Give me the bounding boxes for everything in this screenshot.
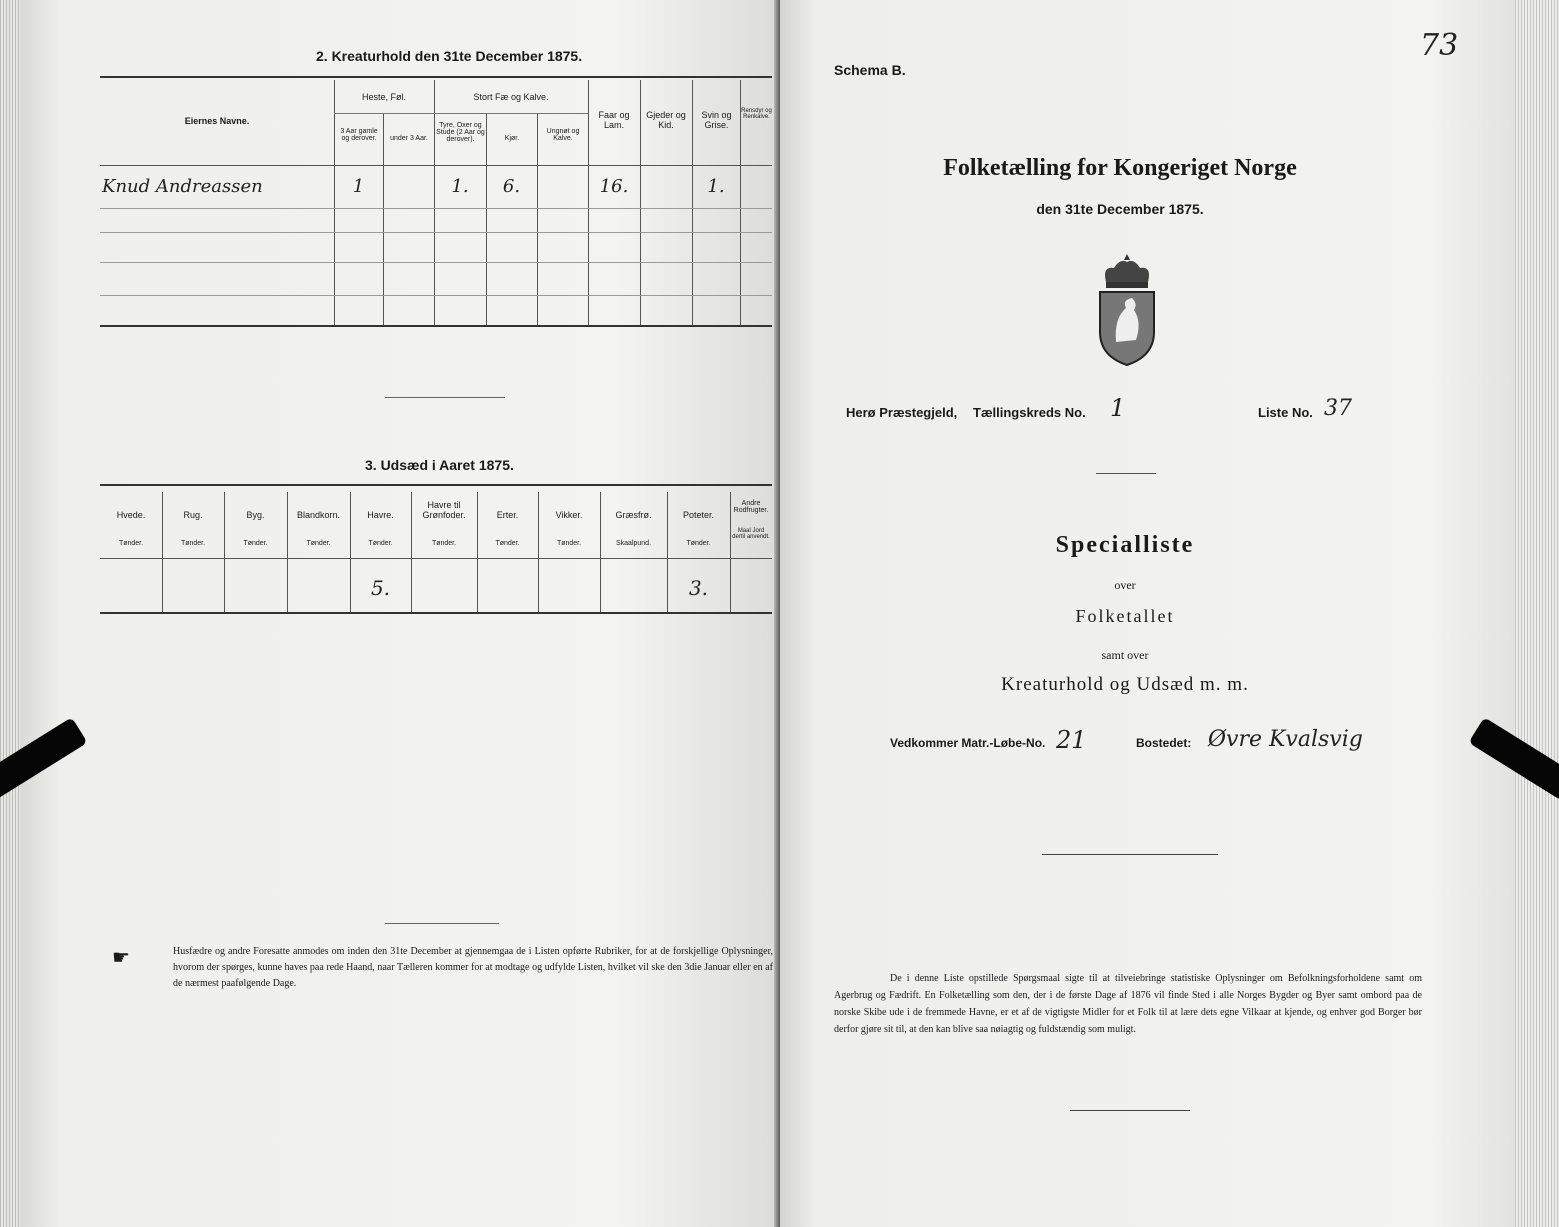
owner-cell: Knud Andreassen bbox=[102, 176, 263, 197]
kreaturhold-text: Kreaturhold og Udsæd m. m. bbox=[1001, 674, 1249, 695]
section3-col-7-name: Vikker. bbox=[555, 510, 583, 520]
tyre-cell: 1. bbox=[451, 176, 469, 197]
section2-header bbox=[100, 80, 772, 166]
prestegjeld-label: Herø Præstegjeld, bbox=[846, 405, 958, 420]
main-title: Folketælling for Kongeriget Norge bbox=[943, 155, 1297, 181]
section3-col-4-value: 5. bbox=[370, 576, 391, 600]
liste-value: 37 bbox=[1324, 396, 1352, 421]
kjor-cell: 6. bbox=[502, 176, 521, 197]
stort-sub1-header: Tyre, Oxer og Stude (2 Aar og derover). bbox=[436, 122, 485, 143]
section3-col-2-name: Byg. bbox=[246, 510, 265, 520]
svin-header: Svin og Grise. bbox=[701, 110, 732, 130]
tellingskreds-label: Tællingskreds No. bbox=[973, 405, 1086, 420]
heste-3aar-cell: 1 bbox=[352, 176, 365, 197]
heste-sub1-header: 3 Aar gamle og derover. bbox=[340, 128, 378, 142]
bostedet-value: Øvre Kvalsvig bbox=[1208, 727, 1363, 752]
heste-header: Heste, Føl. bbox=[361, 92, 406, 102]
section3-col-2-unit: Tønder. bbox=[243, 540, 268, 547]
section3-col-0-name: Hvede. bbox=[116, 510, 146, 520]
section3-col-4-name: Havre. bbox=[367, 510, 394, 520]
section3-col-9-value: 3. bbox=[688, 576, 709, 600]
section3-table bbox=[100, 492, 772, 614]
page-number: 73 bbox=[1420, 28, 1459, 63]
section3-col-6-unit: Tønder. bbox=[495, 540, 520, 547]
schema-label: Schema B. bbox=[834, 62, 906, 78]
specialliste-heading: Specialliste bbox=[1055, 532, 1195, 558]
main-date: den 31te December 1875. bbox=[1036, 201, 1204, 217]
pointing-hand-icon: ☛ bbox=[112, 947, 130, 969]
gjeder-header: Gjeder og Kid. bbox=[646, 110, 686, 130]
section3-col-5-name: Havre til Grønfoder. bbox=[422, 500, 466, 520]
samt-over-text: samt over bbox=[1101, 648, 1149, 662]
svin-cell: 1. bbox=[707, 176, 725, 197]
section3-col-10-unit: Maal Jord dertil anvendt. bbox=[732, 528, 770, 540]
over-text: over bbox=[1114, 578, 1136, 592]
heste-sub2-header: under 3 Aar. bbox=[390, 135, 428, 142]
book-edge-left bbox=[0, 0, 20, 1227]
folketallet-text: Folketallet bbox=[1075, 606, 1175, 626]
stort-header: Stort Fæ og Kalve. bbox=[473, 92, 549, 102]
owner-header: Eiernes Navne. bbox=[184, 116, 250, 126]
section3-col-9-unit: Tønder. bbox=[686, 540, 711, 547]
matr-label: Vedkommer Matr.-Løbe-No. bbox=[890, 736, 1046, 750]
paragraph-text: De i denne Liste opstillede Spørgsmaal sigte til at tilveiebringe statistiske Oplysninger om Befolkningsforholdene samt om Agerbrug og Fædrift. En Folketælling som den, der i de første Dage af 1876 vil finde Sted i alle Norges Bygder og Byer samt ombord paa de norske Skibe ude i de fremmede Havne, er et af de vigtigste Midler for et Folk til at lære dets egne Vilkaar at kjende, og enhver god Borger bør derfor gjøre sit til, at den kan blive saa nøiagtig og fuldstændig som muligt. bbox=[834, 973, 1422, 1035]
notice-text: Husfædre og andre Foresatte anmodes om inden den 31te December at gjennemgaa de i Listen opførte Rubriker, for at de forskjellige Oplysninger, hvorom der spørges, kunne haves paa rede Haand, naar Tælleren kommer for at modtage og udfylde Listen, hvilket vil ske den 3die Januar eller en af de nærmest paafølgende Dage. bbox=[173, 946, 773, 989]
book-edge-right bbox=[1515, 0, 1559, 1227]
matr-value: 21 bbox=[1056, 726, 1087, 754]
faar-header: Faar og Lam. bbox=[598, 110, 630, 130]
section3-col-6-name: Erter. bbox=[496, 510, 519, 520]
faar-cell: 16. bbox=[599, 176, 629, 197]
section3-col-0-unit: Tønder. bbox=[118, 540, 144, 547]
section3-col-9-name: Poteter. bbox=[682, 510, 715, 520]
right-page bbox=[780, 0, 1515, 1227]
rensdyr-header: Rensdyr og Renkalve. bbox=[741, 108, 772, 120]
section3-col-1-name: Rug. bbox=[183, 510, 203, 520]
section3-col-3-unit: Tønder. bbox=[306, 540, 331, 547]
tellingskreds-value: 1 bbox=[1110, 394, 1126, 422]
stort-sub3-header: Ungnøt og Kalve. bbox=[546, 128, 580, 142]
coat-of-arms-icon bbox=[1092, 252, 1162, 367]
section3-col-1-unit: Tønder. bbox=[180, 540, 206, 547]
section3-col-7-unit: Tønder. bbox=[556, 540, 582, 547]
section2-data-row bbox=[100, 166, 772, 206]
section2-title: 2. Kreaturhold den 31te December 1875. bbox=[316, 48, 583, 64]
left-page bbox=[20, 0, 780, 1227]
section3-col-4-unit: Tønder. bbox=[368, 540, 393, 547]
bostedet-label: Bostedet: bbox=[1136, 736, 1192, 750]
section3-col-8-name: Græsfrø. bbox=[615, 510, 652, 520]
liste-label: Liste No. bbox=[1258, 405, 1313, 420]
section3-col-10-name: Andre Rodfrugter. bbox=[733, 500, 769, 514]
section3-col-3-name: Blandkorn. bbox=[296, 510, 341, 520]
section3-col-8-unit: Skaalpund. bbox=[615, 540, 652, 547]
section3-col-5-unit: Tønder. bbox=[431, 540, 457, 547]
section3-title: 3. Udsæd i Aaret 1875. bbox=[365, 457, 514, 473]
stort-sub2-header: Kjør. bbox=[504, 135, 520, 142]
